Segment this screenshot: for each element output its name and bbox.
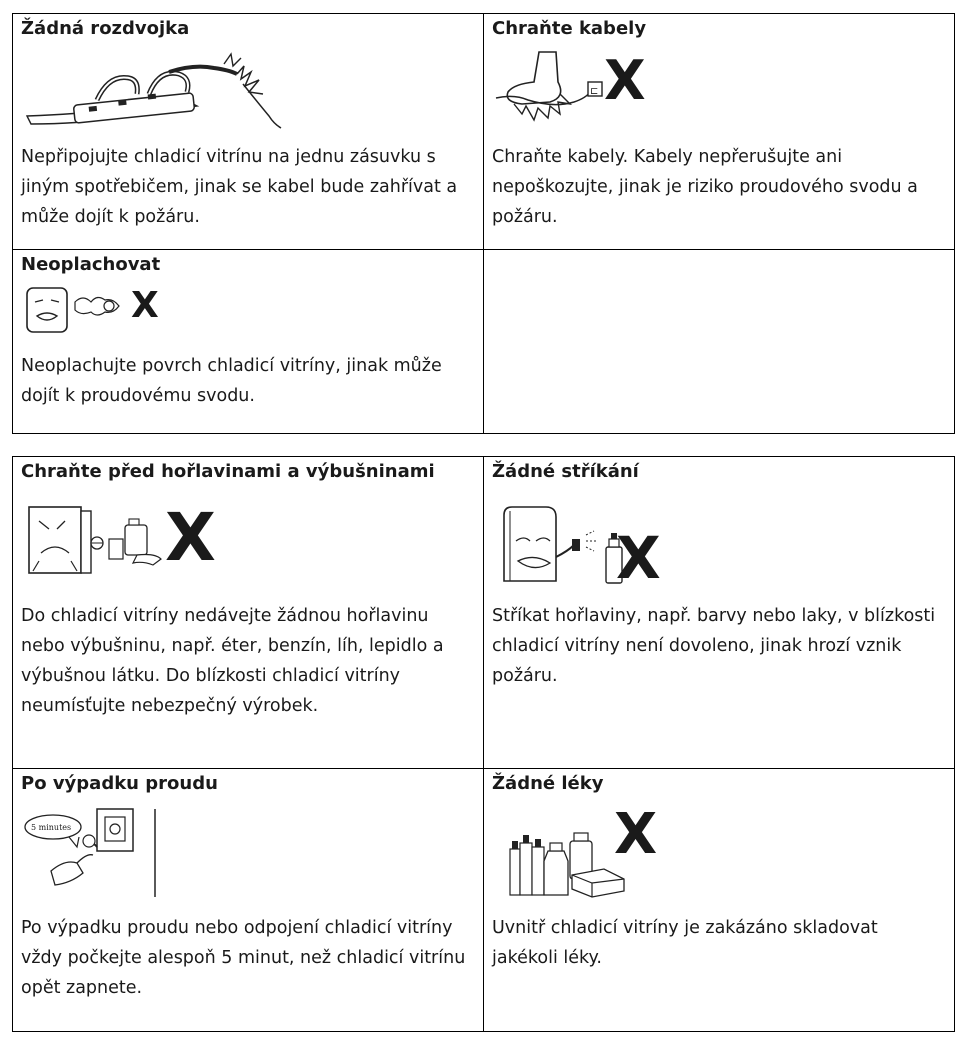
cell-text: Neoplachujte povrch chladicí vitríny, jinak může dojít k proudovému svodu.	[21, 356, 442, 406]
cell-flammables	[13, 457, 484, 769]
cell-text: Stříkat hořlaviny, např. barvy nebo laky, v blízkosti chladicí vitríny není dovoleno, jinak hrozí vznik požáru.	[492, 606, 936, 686]
prohibited-x-icon: X	[165, 499, 216, 576]
wait-5-minutes-icon	[21, 801, 166, 901]
prohibited-x-icon: X	[131, 285, 159, 326]
water-spray-icon	[21, 280, 131, 340]
medicine-bottles-icon	[508, 821, 628, 901]
prohibited-x-icon: X	[604, 49, 646, 112]
warnings-table-2	[12, 456, 955, 1032]
bubble-text: 5 minutes	[31, 823, 72, 832]
cell-text: Po výpadku proudu nebo odpojení chladicí vitríny vždy počkejte alespoň 5 minut, než chladicí vitrínu opět zapnete.	[21, 918, 466, 998]
warnings-table-1	[12, 13, 955, 434]
cell-no-rinsing	[13, 250, 484, 434]
cell-title: Chraňte kabely	[492, 18, 647, 39]
cell-no-medicine	[484, 769, 955, 1032]
cell-no-power-strip	[13, 14, 484, 250]
prohibited-x-icon: X	[616, 524, 661, 592]
svg-text:⊏: ⊏	[590, 86, 599, 97]
cell-text: Nepřipojujte chladicí vitrínu na jednu zásuvku s jiným spotřebičem, jinak se kabel bude zahřívat a může dojít k požáru.	[21, 147, 458, 227]
cell-text: Do chladicí vitríny nedávejte žádnou hořlavinu nebo výbušninu, např. éter, benzín, líh, lepidlo a výbušnou látku. Do blízkosti chladicí vitríny neumísťujte nebezpečný výrobek.	[21, 606, 444, 716]
prohibited-x-icon: X	[614, 802, 658, 867]
cell-text: Uvnitř chladicí vitríny je zakázáno skladovat jakékoli léky.	[492, 918, 878, 968]
cell-no-spraying	[484, 457, 955, 769]
cell-after-power-outage	[13, 769, 484, 1032]
cell-empty	[484, 250, 955, 434]
cell-title: Chraňte před hořlavinami a výbušninami	[21, 461, 435, 482]
cell-title: Po výpadku proudu	[21, 773, 218, 794]
cell-text: Chraňte kabely. Kabely nepřerušujte ani nepoškozujte, jinak je riziko proudového svodu a požáru.	[492, 147, 918, 227]
cell-title: Žádné stříkání	[492, 461, 639, 482]
cell-protect-cables	[484, 14, 955, 250]
cell-title: Neoplachovat	[21, 254, 161, 275]
flammables-icon	[25, 501, 175, 581]
cell-title: Žádná rozdvojka	[21, 18, 190, 39]
power-strip-sparks-icon	[19, 44, 289, 134]
cell-title: Žádné léky	[492, 773, 604, 794]
